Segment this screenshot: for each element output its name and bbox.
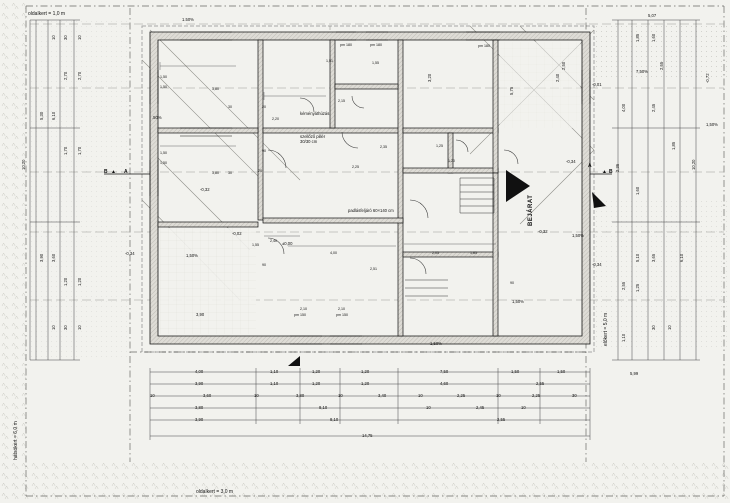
- annotation-text: -0,01: [592, 82, 602, 87]
- dimension-text-right: 2,40: [555, 73, 560, 82]
- entry-label: BEJÁRAT: [528, 194, 534, 226]
- note-oldalkert-bottom: oldalkert = 3,0 m: [196, 489, 234, 495]
- dimension-text-inner: 2,51: [370, 267, 377, 271]
- dimension-text-inner: 20: [258, 169, 262, 173]
- dimension-text-bottom: 1,10: [270, 381, 279, 386]
- dimension-text-left: 1,70: [63, 146, 68, 155]
- annotation-text: -0,02: [232, 231, 242, 236]
- dimension-text-right: 5,10: [635, 253, 640, 262]
- dimension-text-bottom: 8,10: [319, 405, 328, 410]
- dimension-text-right: 10,20: [691, 159, 696, 170]
- note-elokert: előkert = 5,0 m: [603, 312, 609, 346]
- window-label: pm 180: [340, 43, 352, 47]
- dimension-text-bottom: 10: [338, 393, 343, 398]
- dimension-text-inner: 2,05: [432, 251, 439, 255]
- dimension-text-inner: 4,00: [330, 251, 337, 255]
- dimension-text-bottom: 3,60: [203, 393, 212, 398]
- dimension-text-right: -0,72: [705, 73, 710, 83]
- annotation-text: 1,50%: [430, 341, 442, 346]
- dimension-text-inner: 2,20: [272, 117, 279, 121]
- annotation-text: .50%: [152, 115, 162, 120]
- dimension-text-inner: 2,15: [338, 99, 345, 103]
- note-hatsokert: hátsókert = 6,0 m: [13, 421, 19, 460]
- dimension-text-left: 10: [77, 35, 82, 40]
- dimension-text-right: 1,25: [635, 283, 640, 292]
- note-oldalkert-top: oldalkert = 1,0 m: [28, 11, 66, 17]
- annotation-text: -0,34: [566, 159, 576, 164]
- dimension-text-left: 10: [77, 325, 82, 330]
- annotation-text: -0,34: [125, 251, 135, 256]
- annotation-text: 7,50%: [636, 69, 648, 74]
- dimension-text-inner: 20: [262, 105, 266, 109]
- dimension-text-right: 1,85: [635, 33, 640, 42]
- dimension-text-inner: 1,51: [326, 59, 333, 63]
- dimension-text-left: 1,70: [77, 146, 82, 155]
- dimension-text-bottom: 7,50: [440, 369, 449, 374]
- dimension-text-left: 10: [51, 325, 56, 330]
- dimension-text-left: 2,70: [77, 71, 82, 80]
- section-mark-b-right-arrow: ▲: [602, 169, 607, 175]
- annotation-text: 1,50%: [186, 253, 198, 258]
- dimension-text-inner: 2,35: [380, 145, 387, 149]
- dimension-text-right: 4,00: [621, 103, 626, 112]
- dimension-text-inner: 1,50: [160, 161, 167, 165]
- dimension-text-bottom: 2,25: [532, 393, 541, 398]
- window-label: pm 150: [294, 313, 306, 317]
- dimension-text-right: 6,10: [679, 253, 684, 262]
- dimension-text-right: 5,75: [509, 86, 514, 95]
- dimension-text-right: 3,20: [427, 73, 432, 82]
- dimension-text-bottom: 30: [572, 393, 577, 398]
- dimension-text-right: 2,35: [615, 163, 620, 172]
- dimension-text-bottom: 8,10: [330, 417, 339, 422]
- dimension-text-right: 2,55: [621, 281, 626, 290]
- dimension-text-right: 1,60: [651, 33, 656, 42]
- dimension-text-right: 30: [651, 325, 656, 330]
- dimension-text-bottom: 10: [496, 393, 501, 398]
- dimension-text-inner: 1,55: [252, 243, 259, 247]
- dimension-text-left: 10: [51, 35, 56, 40]
- dimension-text-left: 30: [63, 35, 68, 40]
- dimension-text-bottom: 1,20: [361, 381, 370, 386]
- dimension-text-left: 30: [63, 325, 68, 330]
- annotation-text: -0,34: [592, 262, 602, 267]
- dimension-text-bottom: 2,55: [536, 381, 545, 386]
- window-label: pm 150: [336, 313, 348, 317]
- annotation-text: 1.50%: [182, 17, 194, 22]
- dimension-text-inner: 2,40: [270, 239, 277, 243]
- dimension-text-bottom: 4,00: [195, 369, 204, 374]
- annotation-text: 5,99: [630, 371, 639, 376]
- dimension-text-inner: 90: [510, 281, 514, 285]
- window-label: pm 180: [370, 43, 382, 47]
- dimension-text-right: 2,55: [659, 61, 664, 70]
- dimension-text-inner: 2,10: [300, 307, 307, 311]
- dimension-text-bottom: 1,10: [270, 369, 279, 374]
- dimension-text-right: 2,45: [651, 103, 656, 112]
- dimension-text-bottom: 10: [150, 393, 155, 398]
- dimension-text-bottom: 2,55: [497, 417, 506, 422]
- annotation-text: -0,32: [200, 187, 210, 192]
- dimension-text-left: 6,10: [51, 111, 56, 120]
- dimension-text-inner: 1,50: [160, 151, 167, 155]
- dimension-text-inner: 1,20: [448, 159, 455, 163]
- dimension-text-inner: 30: [228, 171, 232, 175]
- dimension-text-right: 1,60: [635, 186, 640, 195]
- dimension-text-left: 2,70: [63, 71, 68, 80]
- dimension-text-bottom: 14,75: [362, 433, 373, 438]
- dimension-text-right: 1,85: [671, 141, 676, 150]
- dimension-text-right: 1,10: [621, 333, 626, 342]
- annotation-text: kéményáthúzás: [300, 111, 330, 116]
- dimension-text-inner: 2,25: [352, 165, 359, 169]
- annotation-text: 5,07: [648, 13, 657, 18]
- dimension-text-bottom: 10: [418, 393, 423, 398]
- dimension-text-bottom: 3,90: [195, 381, 204, 386]
- dimension-text-bottom: 1,50: [511, 369, 520, 374]
- section-mark-b-left-arrow: ▲: [111, 169, 116, 175]
- dimension-text-inner: 3,80: [212, 87, 219, 91]
- dimension-text-bottom: 1,20: [312, 381, 321, 386]
- dimension-text-bottom: 4,60: [440, 381, 449, 386]
- annotation-text: -0,32: [538, 229, 548, 234]
- dimension-text-inner: 1,85: [470, 251, 477, 255]
- dimension-text-left: 3,90: [39, 253, 44, 262]
- dimension-text-inner: 1,50: [160, 85, 167, 89]
- dimension-text-right: 3,65: [651, 253, 656, 262]
- section-mark-e-right: A: [588, 163, 592, 169]
- dimension-text-inner: 1,55: [372, 61, 379, 65]
- annotation-text: 1,50%: [512, 299, 524, 304]
- dimension-text-bottom: 1,20: [361, 369, 370, 374]
- dimension-text-left: 3,60: [51, 253, 56, 262]
- dimension-text-inner: 2,10: [338, 307, 345, 311]
- dimension-text-bottom: 1,20: [312, 369, 321, 374]
- dimension-text-bottom: 3,80: [296, 393, 305, 398]
- section-mark-b-left: B: [104, 169, 108, 175]
- section-mark-a-left: A: [124, 169, 128, 175]
- dimension-text-left: 1,20: [77, 277, 82, 286]
- dimension-text-left: 10,20: [21, 159, 26, 170]
- dimension-text-right: 2,50: [561, 61, 566, 70]
- dimension-text-bottom: 3,80: [195, 405, 204, 410]
- dimension-text-inner: 90: [262, 149, 266, 153]
- dimension-text-bottom: 2,25: [457, 393, 466, 398]
- annotation-text: 1,50%: [572, 233, 584, 238]
- annotation-text: 30/30 cm: [300, 139, 318, 144]
- annotation-text: padlásfeljáró 60×140 cm: [348, 208, 394, 213]
- dimension-text-left: 5,30: [39, 111, 44, 120]
- dimension-text-left: 1,20: [63, 277, 68, 286]
- dimension-text-right: 10: [667, 325, 672, 330]
- dimension-text-inner: 1,50: [160, 75, 167, 79]
- dimension-text-bottom: 2,45: [476, 405, 485, 410]
- dimension-text-inner: 30: [228, 105, 232, 109]
- dimension-text-bottom: 10: [254, 393, 259, 398]
- dimension-text-bottom: 3,40: [378, 393, 387, 398]
- dimension-text-bottom: 1,50: [557, 369, 566, 374]
- dimension-text-bottom: 10: [426, 405, 431, 410]
- annotation-text: 1,50%: [706, 122, 718, 127]
- section-mark-b-right: B: [609, 169, 613, 175]
- window-label: pm 180: [478, 44, 490, 48]
- annotation-text: szellőző pillér: [300, 134, 326, 139]
- dimension-text-bottom: 10: [521, 405, 526, 410]
- dimension-text-inner: 1,25: [436, 144, 443, 148]
- dimension-text-inner: 3,80: [212, 171, 219, 175]
- dimension-text-bottom: 3,90: [195, 417, 204, 422]
- annotation-text: 3,90: [196, 312, 205, 317]
- annotation-text: ±0,00: [282, 241, 293, 246]
- dimension-text-inner: 90: [262, 263, 266, 267]
